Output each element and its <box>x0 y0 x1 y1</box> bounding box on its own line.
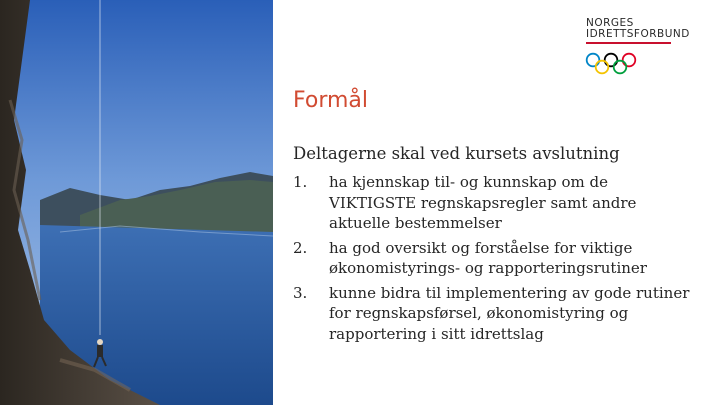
fjord-climber-photo <box>0 0 273 405</box>
objective-number: 2. <box>293 238 308 257</box>
objectives-list <box>293 172 693 348</box>
intro-text: Deltagerne skal ved kursets avslutning <box>293 144 620 163</box>
objective-text: ha kjennskap til- og kunnskap om de VIKTIGSTE regnskapsregler samt andre aktuelle bestemmelser <box>329 173 637 232</box>
logo-text-line2: IDRETTSFORBUND <box>586 28 690 40</box>
objective-item <box>293 238 693 279</box>
objective-number: 1. <box>293 173 308 191</box>
objective-item <box>293 172 693 234</box>
objective-text: kunne bidra til implementering av gode rutiner for regnskapsførsel, økonomistyring og rapportering i sitt idrettslag <box>329 283 690 343</box>
objective-item <box>293 283 693 345</box>
logo-red-rule <box>586 42 671 44</box>
norges-idrettsforbund-logo <box>586 18 706 78</box>
slide-title: Formål <box>293 88 369 113</box>
objective-text: ha god oversikt og forståelse for viktige økonomistyrings- og rapporteringsrutiner <box>329 238 647 277</box>
logo-text-line1: NORGES <box>586 17 634 29</box>
objective-number: 3. <box>293 283 308 302</box>
olympic-rings-icon <box>585 52 637 76</box>
